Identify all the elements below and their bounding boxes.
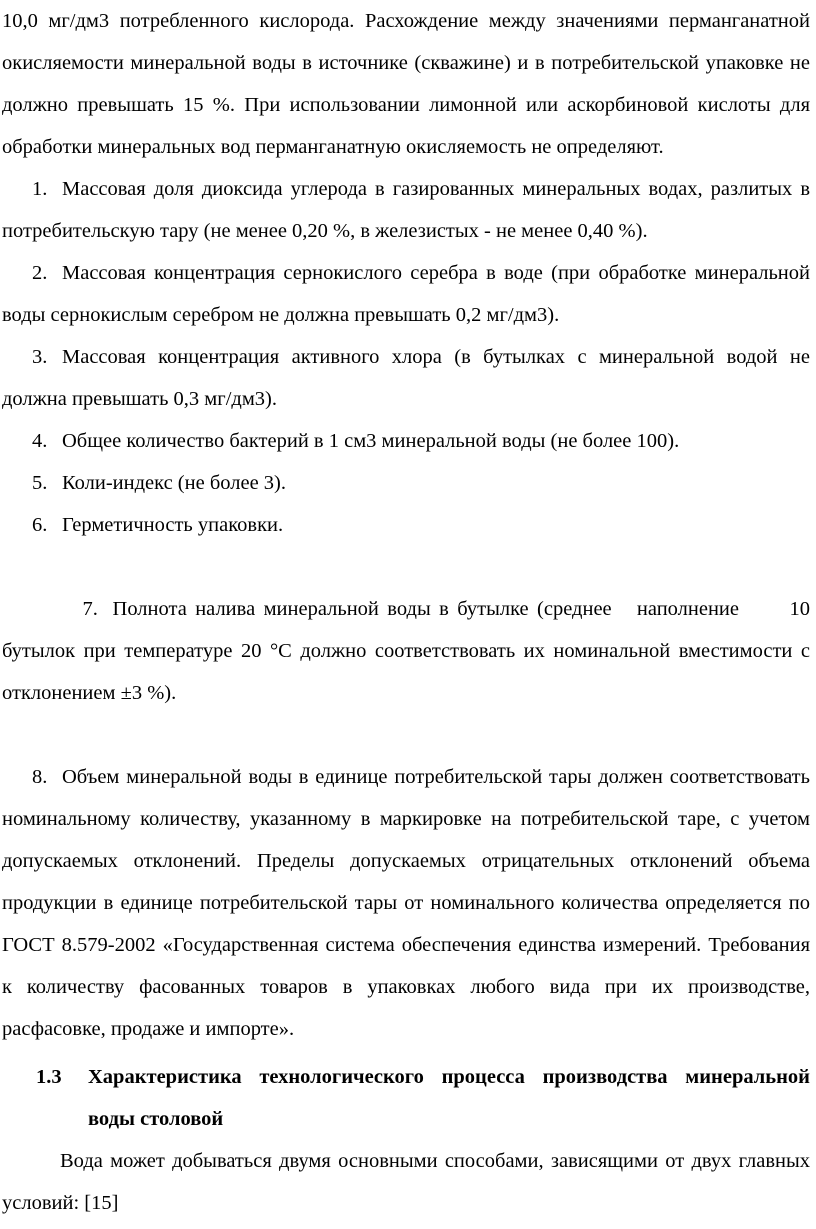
intro-paragraph: 10,0 мг/дм3 потребленного кислорода. Расхождение между значениями перманганатной окисляемости минеральной воды в источнике (скважине) и в потребительской упаковке не должно превышать 15 %. При использовании лимонной или аскорбиновой кислоты для обработки минеральных вод перманганатную окисляемость не определяют. [2,10,810,158]
list-item-number: 7. [82,598,98,620]
list-item [2,546,816,756]
section-heading [2,1056,810,1140]
list-item [2,420,810,462]
list-item-text: Коли-индекс (не более 3). [62,472,286,494]
list-item [2,252,810,336]
requirements-list [2,168,816,1050]
list-item-number: 1. [32,178,48,200]
list-item-number: 3. [32,346,48,368]
list-item-text: Полнота налива минеральной воды в бутылке (среднее наполнение 10 бутылок при температуре 20 °С должно соответствовать их номинальной вместимости с отклонением ±3 %). [2,598,816,704]
list-item-text: Объем минеральной воды в единице потребительской тары должен соответствовать номинальному количеству, указанному в маркировке на потребительской таре, с учетом допускаемых отклонений. Пределы допускаемых отрицательных отклонений объема продукции в единице потребительской тары от номинального количества определяется по ГОСТ 8.579-2002 «Государственная система обеспечения единства измерений. Требования к количеству фасованных товаров в упаковках любого вида при их производстве, расфасовке, продаже и импорте». [2,766,810,1040]
list-item [2,462,810,504]
list-item-number: 6. [32,514,48,536]
list-item [2,336,810,420]
list-item-number: 5. [32,472,48,494]
list-item-text: Массовая концентрация активного хлора (в бутылках с минеральной водой не должна превышать 0,3 мг/дм3). [2,346,810,410]
list-item-text: Общее количество бактерий в 1 см3 минеральной воды (не более 100). [62,430,680,452]
list-item [2,756,810,1050]
list-item-number: 2. [32,262,48,284]
closing-paragraph: Вода может добываться двумя основными способами, зависящими от двух главных условий: [15] [2,1150,810,1214]
list-item [2,504,810,546]
list-item-text: Массовая доля диоксида углерода в газированных минеральных водах, разлитых в потребительскую тару (не менее 0,20 %, в железистых - не менее 0,40 %). [2,178,810,242]
list-item-text: Массовая концентрация сернокислого серебра в воде (при обработке минеральной воды сернокислым серебром не должна превышать 0,2 мг/дм3). [2,262,810,326]
section-heading-number: 1.3 [36,1066,62,1088]
list-item-number: 4. [32,430,48,452]
section-heading-title: Характеристика технологического процесса производства минеральной воды столовой [88,1066,810,1130]
list-item-text: Герметичность упаковки. [62,514,284,536]
list-item-number: 8. [32,766,48,788]
list-item [2,168,810,252]
